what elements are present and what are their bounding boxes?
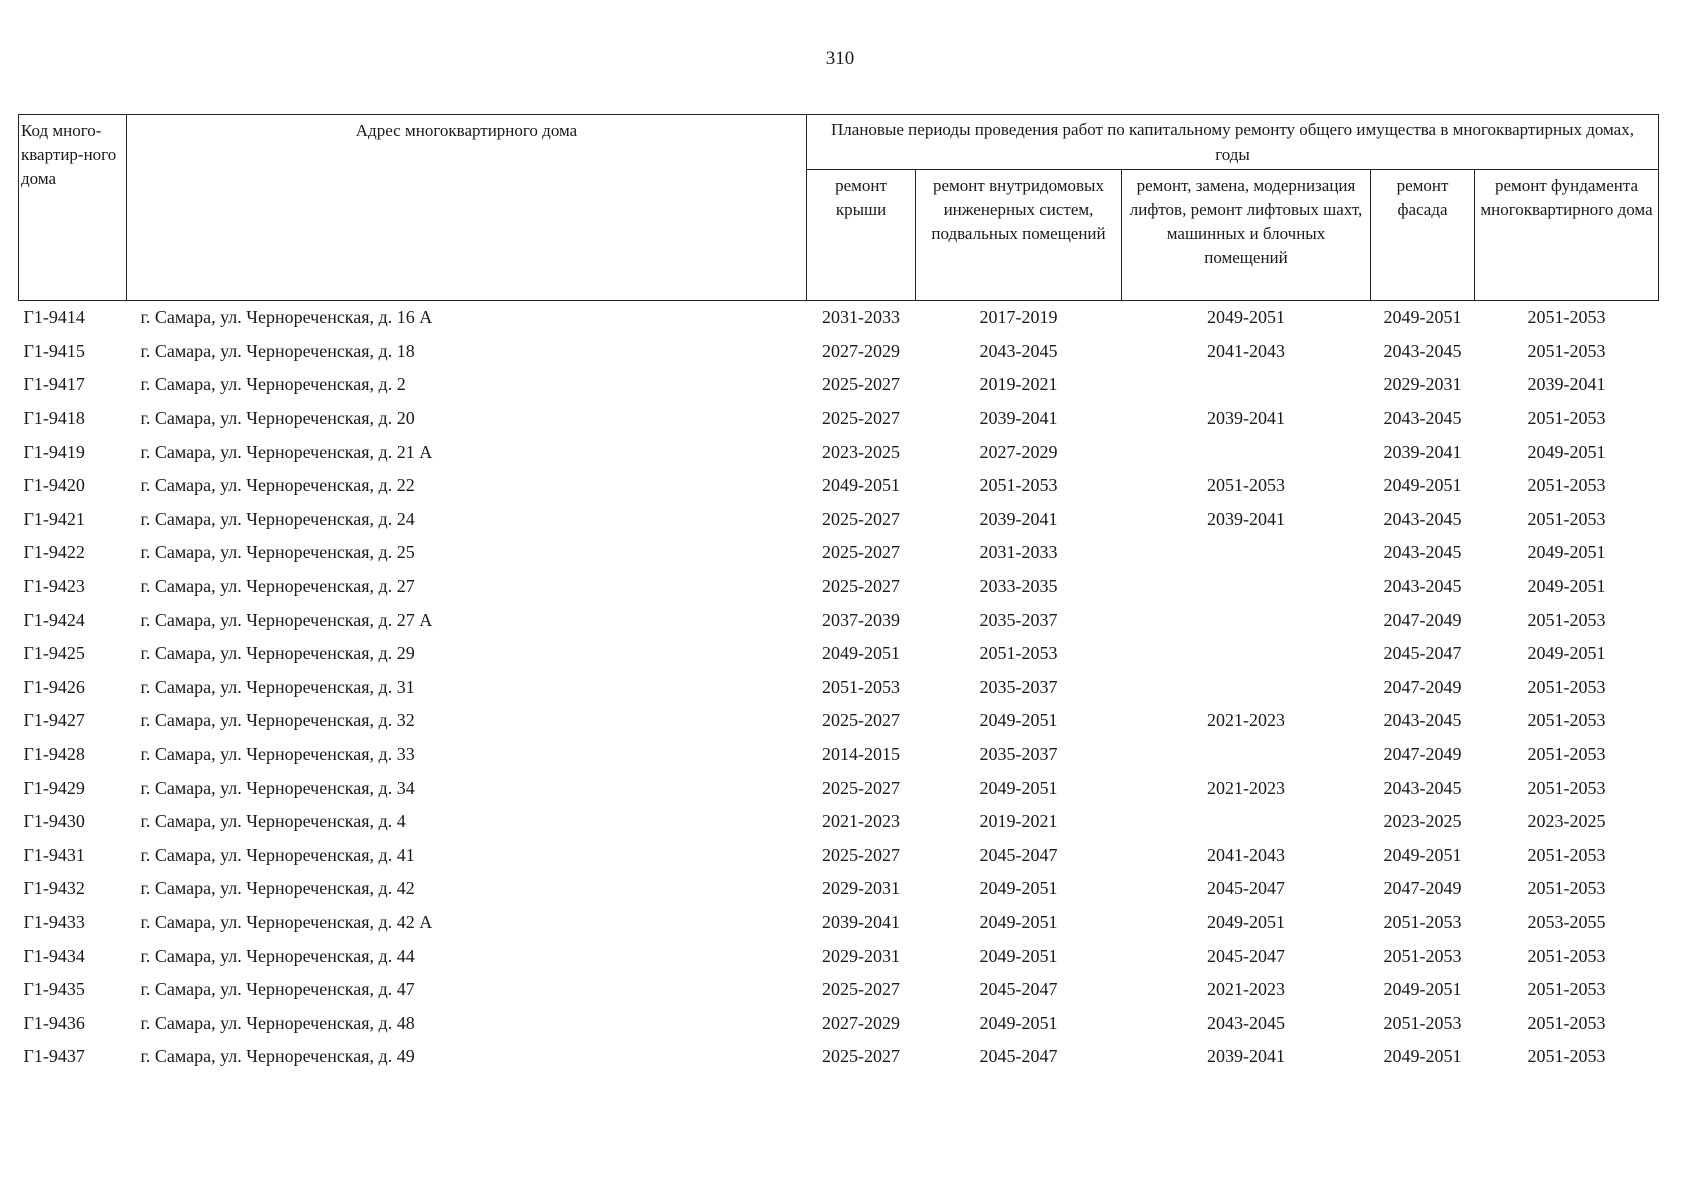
- cell-facade: 2049-2051: [1383, 1046, 1462, 1067]
- cell-roof: 2014-2015: [822, 744, 900, 765]
- cell-code: Г1-9422: [23, 542, 85, 563]
- cell-facade: 2047-2049: [1383, 744, 1462, 765]
- cell-engineering: 2045-2047: [979, 844, 1058, 865]
- cell-lifts: 2045-2047: [1207, 878, 1285, 899]
- cell-facade: 2049-2051: [1383, 475, 1462, 496]
- cell-engineering: 2019-2021: [979, 811, 1058, 832]
- cell-roof: 2025-2027: [822, 979, 900, 1000]
- cell-engineering: 2049-2051: [979, 777, 1058, 798]
- cell-foundation: 2051-2053: [1527, 1046, 1606, 1067]
- table-row: [19, 435, 1659, 469]
- header-code: Код много-квартир-ного дома: [19, 115, 127, 301]
- table-row: [19, 1040, 1659, 1074]
- cell-facade: 2043-2045: [1383, 710, 1462, 731]
- table-body: [19, 301, 1659, 1074]
- cell-address: г. Самара, ул. Чернореченская, д. 42 А: [140, 911, 433, 932]
- table-row: [19, 973, 1659, 1007]
- cell-lifts: 2049-2051: [1207, 911, 1285, 932]
- cell-address: г. Самара, ул. Чернореченская, д. 32: [140, 710, 415, 731]
- cell-engineering: 2039-2041: [979, 408, 1058, 429]
- cell-lifts: 2039-2041: [1207, 508, 1285, 529]
- table-row: [19, 939, 1659, 973]
- cell-lifts: [1122, 570, 1371, 604]
- cell-engineering: 2035-2037: [979, 744, 1058, 765]
- cell-address: г. Самара, ул. Чернореченская, д. 42: [140, 878, 415, 899]
- table-row: [19, 603, 1659, 637]
- header-lifts: ремонт, замена, модернизация лифтов, ремонт лифтовых шахт, машинных и блочных помещений: [1122, 170, 1371, 301]
- cell-lifts: 2039-2041: [1207, 408, 1285, 429]
- table-row: [19, 805, 1659, 839]
- cell-address: г. Самара, ул. Чернореченская, д. 33: [140, 744, 415, 765]
- cell-address: г. Самара, ул. Чернореченская, д. 31: [140, 676, 415, 697]
- cell-engineering: 2031-2033: [979, 542, 1058, 563]
- cell-address: г. Самара, ул. Чернореченская, д. 34: [140, 777, 415, 798]
- cell-roof: 2049-2051: [822, 643, 900, 664]
- cell-code: Г1-9417: [23, 374, 85, 395]
- cell-foundation: 2051-2053: [1527, 945, 1606, 966]
- cell-code: Г1-9434: [23, 945, 85, 966]
- cell-code: Г1-9423: [23, 576, 85, 597]
- cell-engineering: 2027-2029: [979, 441, 1058, 462]
- cell-foundation: 2051-2053: [1527, 340, 1606, 361]
- table-row: [19, 402, 1659, 436]
- cell-foundation: 2049-2051: [1527, 643, 1606, 664]
- cell-facade: 2047-2049: [1383, 676, 1462, 697]
- cell-engineering: 2043-2045: [979, 340, 1058, 361]
- cell-roof: 2039-2041: [822, 911, 900, 932]
- table-row: [19, 671, 1659, 705]
- cell-facade: 2049-2051: [1383, 307, 1462, 328]
- cell-engineering: 2049-2051: [979, 710, 1058, 731]
- cell-address: г. Самара, ул. Чернореченская, д. 27: [140, 576, 415, 597]
- cell-engineering: 2033-2035: [979, 576, 1058, 597]
- table-row: [19, 570, 1659, 604]
- header-facade: ремонт фасада: [1371, 170, 1475, 301]
- cell-lifts: 2021-2023: [1207, 979, 1285, 1000]
- cell-facade: 2049-2051: [1383, 979, 1462, 1000]
- cell-facade: 2039-2041: [1383, 441, 1462, 462]
- cell-code: Г1-9428: [23, 744, 85, 765]
- cell-engineering: 2019-2021: [979, 374, 1058, 395]
- cell-roof: 2051-2053: [822, 676, 900, 697]
- cell-roof: 2025-2027: [822, 408, 900, 429]
- table-row: [19, 906, 1659, 940]
- cell-code: Г1-9436: [23, 1012, 85, 1033]
- cell-address: г. Самара, ул. Чернореченская, д. 49: [140, 1046, 415, 1067]
- cell-address: г. Самара, ул. Чернореченская, д. 27 А: [140, 609, 433, 630]
- cell-foundation: 2049-2051: [1527, 441, 1606, 462]
- cell-facade: 2051-2053: [1383, 911, 1462, 932]
- cell-facade: 2029-2031: [1383, 374, 1462, 395]
- cell-engineering: 2051-2053: [979, 475, 1058, 496]
- cell-address: г. Самара, ул. Чернореченская, д. 22: [140, 475, 415, 496]
- cell-engineering: 2049-2051: [979, 945, 1058, 966]
- table-row: [19, 368, 1659, 402]
- cell-roof: 2029-2031: [822, 945, 900, 966]
- cell-foundation: 2053-2055: [1527, 911, 1606, 932]
- cell-roof: 2037-2039: [822, 609, 900, 630]
- cell-code: Г1-9424: [23, 609, 85, 630]
- cell-foundation: 2049-2051: [1527, 576, 1606, 597]
- cell-address: г. Самара, ул. Чернореченская, д. 18: [140, 340, 415, 361]
- cell-code: Г1-9430: [23, 811, 85, 832]
- page-number: 310: [825, 48, 855, 69]
- cell-foundation: 2051-2053: [1527, 710, 1606, 731]
- cell-roof: 2025-2027: [822, 1046, 900, 1067]
- cell-code: Г1-9437: [23, 1046, 85, 1067]
- cell-code: Г1-9435: [23, 979, 85, 1000]
- cell-foundation: 2051-2053: [1527, 408, 1606, 429]
- cell-roof: 2025-2027: [822, 777, 900, 798]
- cell-code: Г1-9415: [23, 340, 85, 361]
- cell-lifts: [1122, 435, 1371, 469]
- table-header: [19, 115, 1659, 301]
- cell-code: Г1-9426: [23, 676, 85, 697]
- cell-roof: 2025-2027: [822, 542, 900, 563]
- cell-address: г. Самара, ул. Чернореченская, д. 21 А: [140, 441, 433, 462]
- table-row: [19, 704, 1659, 738]
- cell-foundation: 2039-2041: [1527, 374, 1606, 395]
- cell-address: г. Самара, ул. Чернореченская, д. 29: [140, 643, 415, 664]
- cell-facade: 2045-2047: [1383, 643, 1462, 664]
- cell-foundation: 2049-2051: [1527, 542, 1606, 563]
- cell-engineering: 2049-2051: [979, 1012, 1058, 1033]
- table-row: [19, 771, 1659, 805]
- cell-address: г. Самара, ул. Чернореченская, д. 2: [140, 374, 406, 395]
- cell-foundation: 2051-2053: [1527, 777, 1606, 798]
- header-foundation: ремонт фундамента многоквартирного дома: [1475, 170, 1659, 301]
- cell-engineering: 2017-2019: [979, 307, 1058, 328]
- cell-facade: 2023-2025: [1383, 811, 1462, 832]
- cell-roof: 2025-2027: [822, 508, 900, 529]
- cell-lifts: [1122, 368, 1371, 402]
- cell-address: г. Самара, ул. Чернореченская, д. 25: [140, 542, 415, 563]
- cell-facade: 2047-2049: [1383, 609, 1462, 630]
- cell-facade: 2043-2045: [1383, 777, 1462, 798]
- cell-code: Г1-9421: [23, 508, 85, 529]
- cell-foundation: 2051-2053: [1527, 609, 1606, 630]
- cell-roof: 2027-2029: [822, 340, 900, 361]
- cell-facade: 2043-2045: [1383, 542, 1462, 563]
- table-row: [19, 872, 1659, 906]
- cell-engineering: 2049-2051: [979, 878, 1058, 899]
- cell-lifts: [1122, 805, 1371, 839]
- repair-schedule-table: [18, 114, 1659, 1074]
- cell-foundation: 2051-2053: [1527, 676, 1606, 697]
- cell-facade: 2043-2045: [1383, 408, 1462, 429]
- cell-address: г. Самара, ул. Чернореченская, д. 16 А: [140, 307, 433, 328]
- cell-code: Г1-9431: [23, 844, 85, 865]
- cell-engineering: 2039-2041: [979, 508, 1058, 529]
- cell-lifts: [1122, 738, 1371, 772]
- cell-code: Г1-9418: [23, 408, 85, 429]
- cell-address: г. Самара, ул. Чернореченская, д. 4: [140, 811, 406, 832]
- cell-lifts: 2049-2051: [1207, 307, 1285, 328]
- cell-code: Г1-9427: [23, 710, 85, 731]
- cell-foundation: 2023-2025: [1527, 811, 1606, 832]
- header-address: Адрес многоквартирного дома: [127, 115, 807, 301]
- cell-lifts: 2045-2047: [1207, 945, 1285, 966]
- cell-roof: 2023-2025: [822, 441, 900, 462]
- table-row: [19, 335, 1659, 369]
- cell-code: Г1-9425: [23, 643, 85, 664]
- cell-lifts: 2051-2053: [1207, 475, 1285, 496]
- cell-engineering: 2035-2037: [979, 676, 1058, 697]
- cell-engineering: 2049-2051: [979, 911, 1058, 932]
- table-row: [19, 637, 1659, 671]
- cell-facade: 2043-2045: [1383, 508, 1462, 529]
- cell-foundation: 2051-2053: [1527, 979, 1606, 1000]
- cell-facade: 2043-2045: [1383, 576, 1462, 597]
- cell-lifts: [1122, 671, 1371, 705]
- cell-code: Г1-9429: [23, 777, 85, 798]
- cell-code: Г1-9419: [23, 441, 85, 462]
- table-row: [19, 536, 1659, 570]
- cell-roof: 2031-2033: [822, 307, 900, 328]
- cell-foundation: 2051-2053: [1527, 307, 1606, 328]
- table-row: [19, 1006, 1659, 1040]
- table-row: [19, 839, 1659, 873]
- table-row: [19, 503, 1659, 537]
- table-row: [19, 301, 1659, 335]
- cell-lifts: 2043-2045: [1207, 1012, 1285, 1033]
- cell-foundation: 2051-2053: [1527, 744, 1606, 765]
- cell-roof: 2025-2027: [822, 844, 900, 865]
- cell-code: Г1-9414: [23, 307, 85, 328]
- cell-roof: 2049-2051: [822, 475, 900, 496]
- cell-lifts: [1122, 603, 1371, 637]
- cell-address: г. Самара, ул. Чернореченская, д. 24: [140, 508, 415, 529]
- cell-lifts: [1122, 536, 1371, 570]
- cell-foundation: 2051-2053: [1527, 844, 1606, 865]
- cell-code: Г1-9433: [23, 911, 85, 932]
- cell-roof: 2029-2031: [822, 878, 900, 899]
- cell-roof: 2027-2029: [822, 1012, 900, 1033]
- table-row: [19, 738, 1659, 772]
- cell-lifts: 2041-2043: [1207, 340, 1285, 361]
- cell-address: г. Самара, ул. Чернореченская, д. 20: [140, 408, 415, 429]
- cell-foundation: 2051-2053: [1527, 475, 1606, 496]
- cell-roof: 2021-2023: [822, 811, 900, 832]
- cell-lifts: 2021-2023: [1207, 710, 1285, 731]
- header-roof: ремонт крыши: [807, 170, 916, 301]
- cell-foundation: 2051-2053: [1527, 878, 1606, 899]
- table-row: [19, 469, 1659, 503]
- cell-code: Г1-9432: [23, 878, 85, 899]
- cell-roof: 2025-2027: [822, 576, 900, 597]
- cell-code: Г1-9420: [23, 475, 85, 496]
- cell-foundation: 2051-2053: [1527, 1012, 1606, 1033]
- cell-address: г. Самара, ул. Чернореченская, д. 41: [140, 844, 415, 865]
- cell-engineering: 2051-2053: [979, 643, 1058, 664]
- cell-engineering: 2045-2047: [979, 979, 1058, 1000]
- cell-facade: 2051-2053: [1383, 1012, 1462, 1033]
- cell-facade: 2047-2049: [1383, 878, 1462, 899]
- cell-engineering: 2045-2047: [979, 1046, 1058, 1067]
- header-engineering: ремонт внутридомовых инженерных систем, подвальных помещений: [916, 170, 1122, 301]
- cell-facade: 2043-2045: [1383, 340, 1462, 361]
- header-planned-periods: Плановые периоды проведения работ по капитальному ремонту общего имущества в многоквартирных домах, годы: [807, 115, 1659, 170]
- cell-facade: 2051-2053: [1383, 945, 1462, 966]
- cell-address: г. Самара, ул. Чернореченская, д. 48: [140, 1012, 415, 1033]
- cell-lifts: 2039-2041: [1207, 1046, 1285, 1067]
- cell-facade: 2049-2051: [1383, 844, 1462, 865]
- cell-address: г. Самара, ул. Чернореченская, д. 44: [140, 945, 415, 966]
- cell-lifts: 2021-2023: [1207, 777, 1285, 798]
- cell-lifts: 2041-2043: [1207, 844, 1285, 865]
- cell-foundation: 2051-2053: [1527, 508, 1606, 529]
- cell-engineering: 2035-2037: [979, 609, 1058, 630]
- cell-lifts: [1122, 637, 1371, 671]
- cell-roof: 2025-2027: [822, 710, 900, 731]
- cell-roof: 2025-2027: [822, 374, 900, 395]
- cell-address: г. Самара, ул. Чернореченская, д. 47: [140, 979, 415, 1000]
